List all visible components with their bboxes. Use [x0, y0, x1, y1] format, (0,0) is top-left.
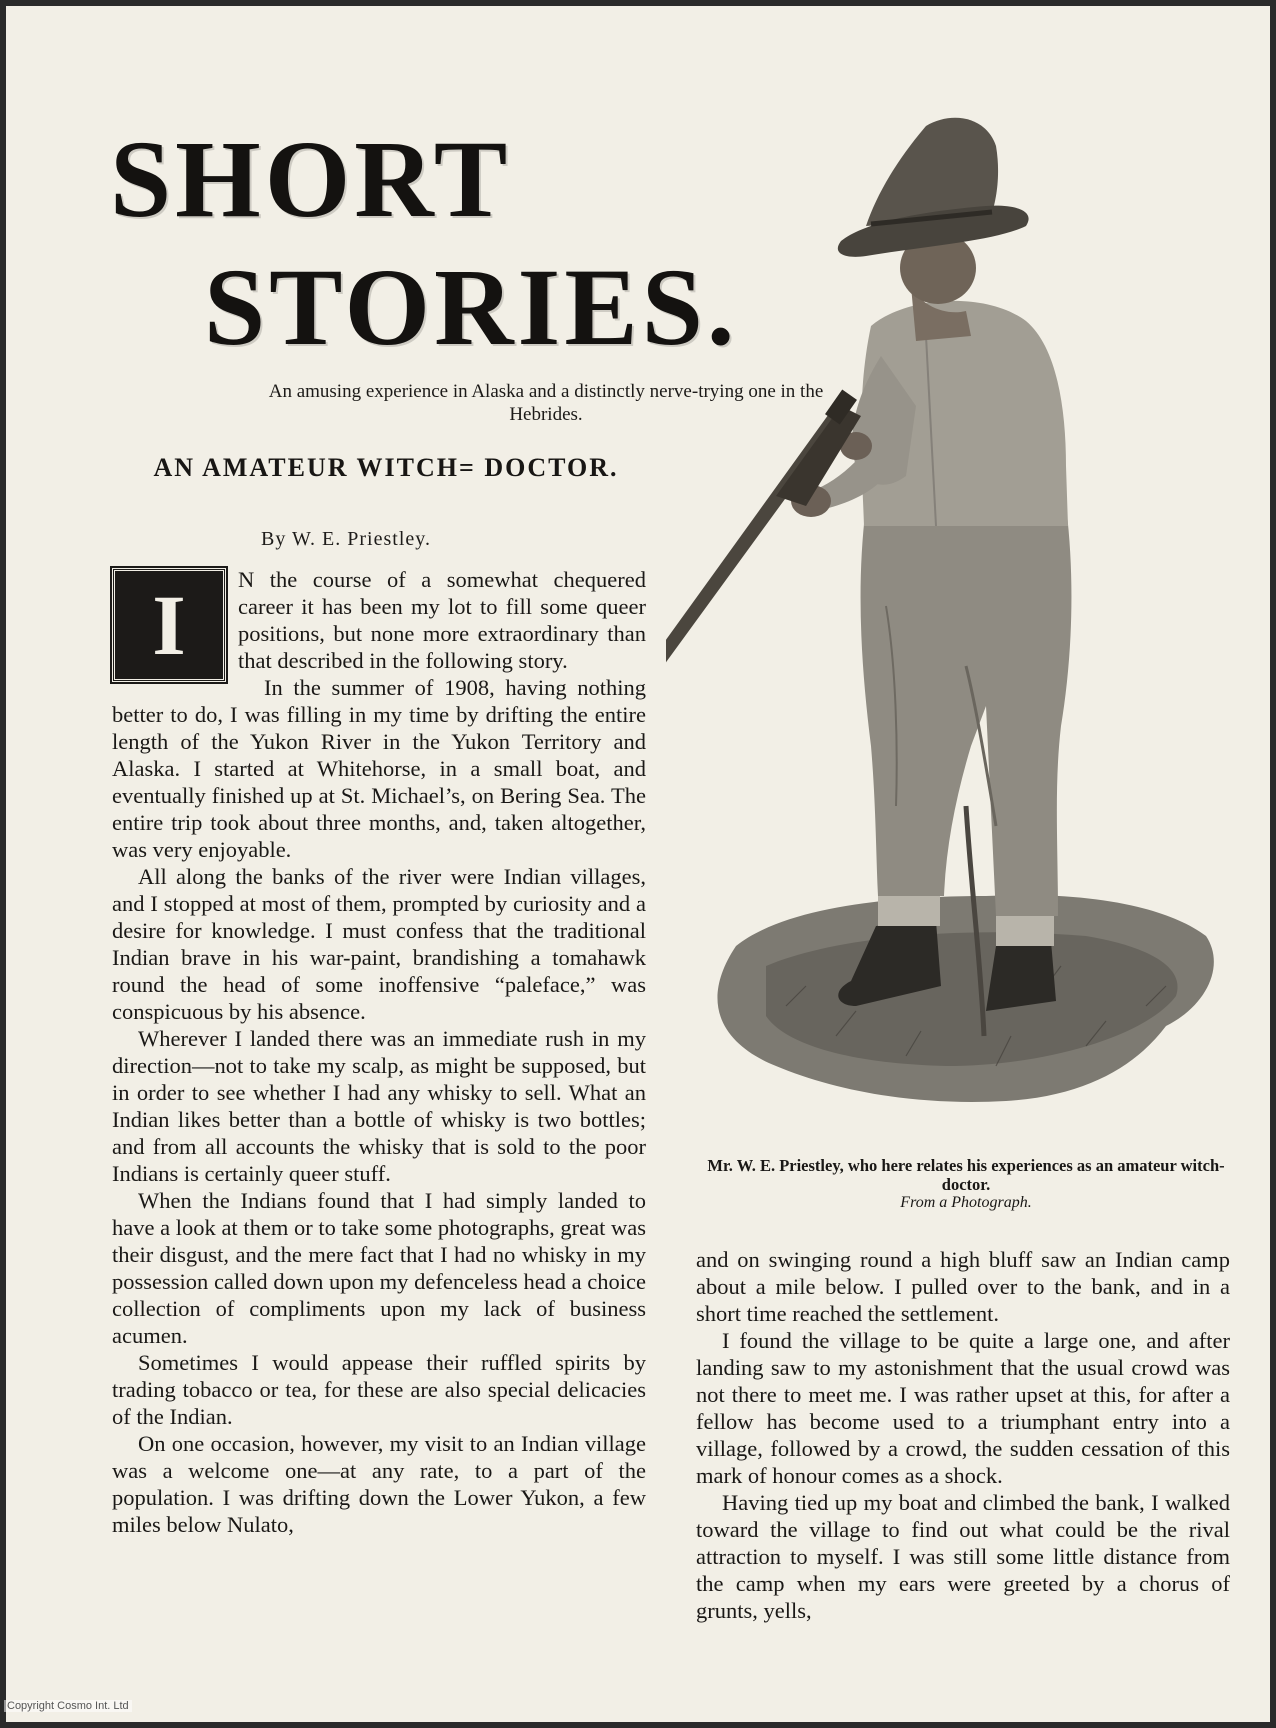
paragraph-6: Sometimes I would appease their ruffled spirits by trading tobacco or tea, for these are also special delicacies of the Indian.: [112, 1350, 646, 1429]
photograph-man-with-rifle: [666, 106, 1226, 1146]
title-line-2: STORIES.: [204, 246, 739, 368]
article-heading: AN AMATEUR WITCH= DOCTOR.: [153, 453, 619, 482]
paragraph-2: In the summer of 1908, having nothing better to do, I was filling in my time by drifting the entire length of the Yukon River in the Yukon Territory and Alaska. I started at Whitehorse, in a small boat, and eventually finished up at St. Michael’s, on Bering Sea. The entire trip took about three months, and, taken altogether, was very enjoyable.: [112, 675, 646, 862]
paragraph-7: On one occasion, however, my visit to an Indian village was a welcome one—at any rate, to a part of the population. I was drifting down the Lower Yukon, a few miles below Nulato,: [112, 1431, 646, 1537]
title-line-1: SHORT: [110, 118, 512, 240]
subtitle: An amusing experience in Alaska and a distinctly nerve-trying one in the Hebrides.: [268, 381, 824, 425]
paragraph-5: When the Indians found that I had simply landed to have a look at them or to take some photographs, great was their disgust, and the mere fact that I had no whisky in my possession called down upon my defenceless head a choice collection of compliments upon my lack of business acumen.: [112, 1188, 646, 1348]
text-column-left: [112, 566, 646, 1538]
text-column-right: [696, 1246, 1230, 1624]
paragraph-1: [112, 566, 646, 674]
paragraph-4: Wherever I landed there was an immediate rush in my direction—not to take my scalp, as might be supposed, but in order to see whether I had any whisky to sell. What an Indian likes better than a bottle of whisky is two bottles; and from all accounts the whisky that is sold to the poor Indians is certainly queer stuff.: [112, 1026, 646, 1186]
bleed-through-text: [96, 66, 107, 120]
photo-credit: From a Photograph.: [900, 1194, 1032, 1211]
drop-cap-initial: I: [112, 568, 226, 682]
paragraph-10: Having tied up my boat and climbed the bank, I walked toward the village to find out what could be the rival attraction to myself. I was still some little distance from the camp when my ears were greeted by a chorus of grunts, yells,: [696, 1490, 1230, 1623]
paragraph-1-text: N the course of a somewhat chequered career it has been my lot to fill some queer positions, but none more extraordinary than that described in the following story.: [238, 567, 646, 673]
copyright-notice: Copyright Cosmo Int. Ltd: [4, 1700, 132, 1712]
paragraph-3: All along the banks of the river were Indian villages, and I stopped at most of them, prompted by curiosity and a desire for knowledge. I must confess that the traditional Indian brave in his war-paint, brandishing a tomahawk round the head of some inoffensive “paleface,” was conspicuous by his absence.: [112, 864, 646, 1024]
magazine-page: [6, 6, 1270, 1722]
article-byline: By W. E. Priestley.: [261, 528, 431, 550]
photo-caption: Mr. W. E. Priestley, who here relates his experiences as an amateur witch-doctor.: [707, 1156, 1225, 1194]
paragraph-8: and on swinging round a high bluff saw an Indian camp about a mile below. I pulled over to the bank, and in a short time reached the settlement.: [696, 1247, 1230, 1326]
paragraph-9: I found the village to be quite a large one, and after landing saw to my astonishment that the usual crowd was not there to meet me. I was rather upset at this, for after a fellow has become used to a triumphant entry into a village, followed by a crowd, the sudden cessation of this mark of honour comes as a shock.: [696, 1328, 1230, 1488]
